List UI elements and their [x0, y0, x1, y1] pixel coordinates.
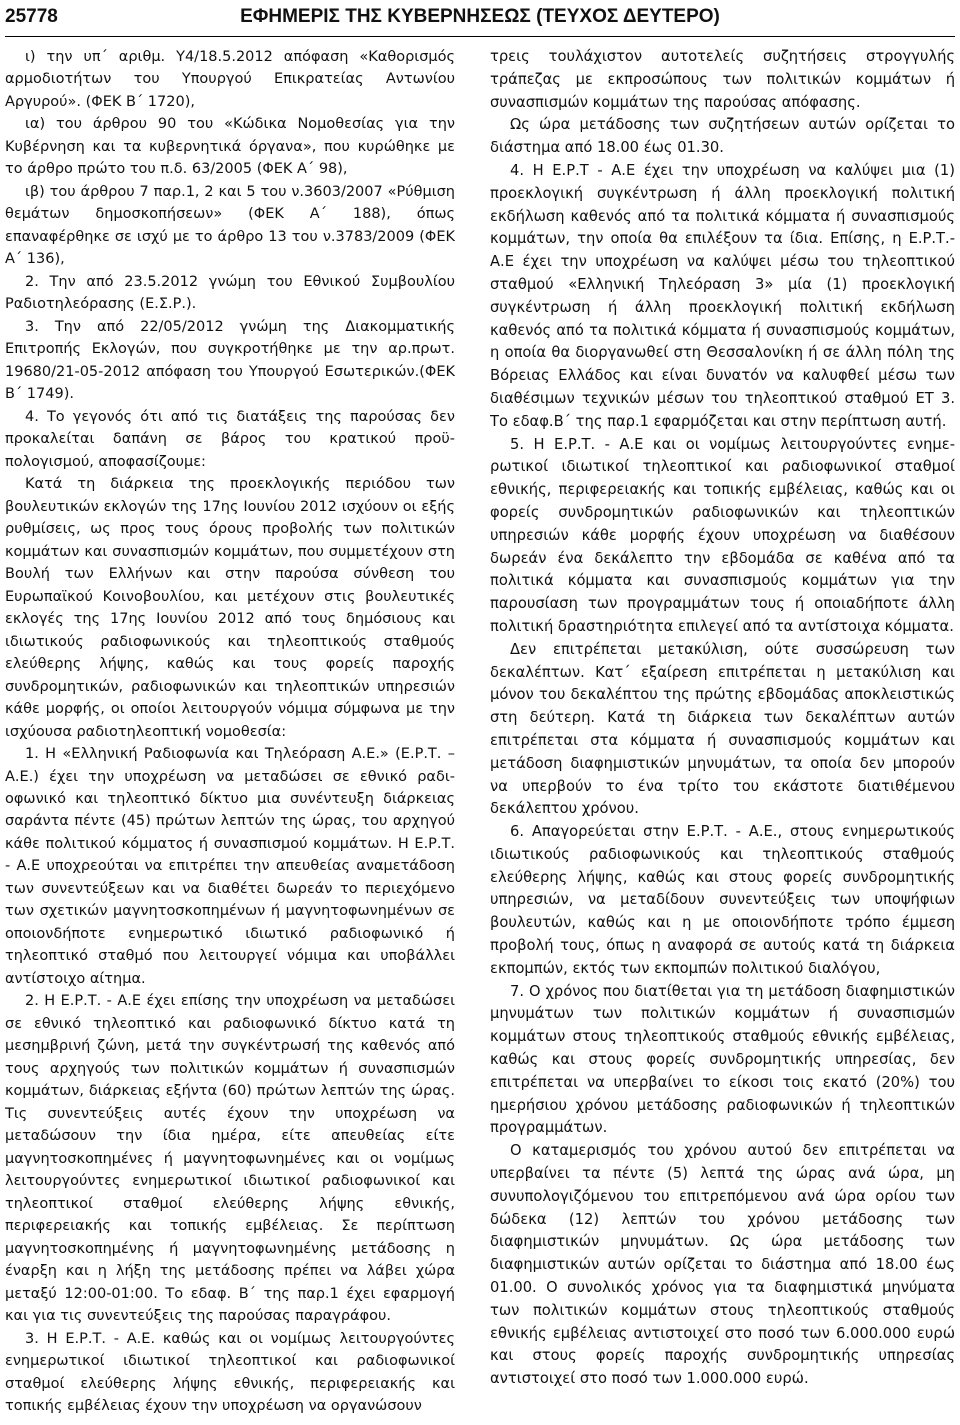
- right-column: [490, 46, 955, 1421]
- paragraph: Κατά τη διάρκεια της προεκλογικής περιόδου των βουλευτικών εκλογών της 17ης Ιουνίου 2012 ισχύουν οι εξής ρυθμίσεις, ως προς τους όρους προβολής των πολιτικών κομμάτων και συνασπισμών κομμάτων, που συμμετέχουν στη Βουλή των Ελλήνων και στην παρούσα σύνθεση του Ευρωπαϊκού Κοινοβουλίου, και μετέχουν στις βουλευτικές εκλογές της 17ης Ιουνίου 2012 από τους δημόσιους και ιδιωτικούς ραδιοφωνικούς και τηλεοπτικούς σταθμούς ελεύθερης λήψης, καθώς και τους φορείς παροχής συνδρομητικών, ραδιοφωνικών και τηλεοπτικών υπηρεσιών κάθε μορφής, οι οποίοι λειτουργούν νόμιμα σύμφωνα με την ισχύουσα ραδιοτηλεοπτική νομοθεσία:: [5, 476, 455, 740]
- paragraph: 3. Η Ε.Ρ.Τ. - Α.Ε. καθώς και οι νομίμως λειτουργούντες ενημερωτικοί ιδιωτικοί τηλεοπτικοί και ραδιοφωνικοί σταθμοί ελεύθερης λήψης εθνικής, περιφερειακής και τοπικής εμβέλειας έχουν την υποχρέωση να οργανώσουν: [5, 1330, 455, 1415]
- paragraph: Δεν επιτρέπεται μετακύλιση, ούτε συσσώρευση των δεκαλέπτων. Κατ΄ εξαίρεση επιτρέπεται η μετακύλιση και μόνον του δεκαλέπτου της πρώτης εβδομάδας αποκλειστικώς στη δεύτερη. Κατά τη διάρκεια των δεκαλέπτων αυτών επιτρέπεται στα κόμματα ή συνασπισμούς κομμάτων και μετάδοση διαφημιστικών μηνυμάτων, τα οποία δεν μπορούν να υπερβούν το ένα τρίτο του εκάστοτε διατιθέμενου δεκάλεπτου χρόνου.: [490, 640, 955, 818]
- paragraph: Ο καταμερισμός του χρόνου αυτού δεν επιτρέπεται να υπερβαίνει τα πέντε (5) λεπτά της ώρας ανά ώρα, μη συνυπολογιζόμενου του επιτρεπόμενου ανά ώρα ορίου των δώδεκα (12) λεπτών του χρόνου μετάδοσης των διαφημιστικών μηνυμάτων. Ως ώρα μετάδοσης των διαφημιστικών αυτών ορίζεται το διάστημα από 18.00 έως 01.00. Ο συνολικός χρόνος για τα διαφημιστικά μηνύματα των πολιτικών κομμάτων στους τηλεοπτικούς σταθμούς εθνικής εμβέλειας αντιστοιχεί στο ποσό των 6.000.000 ευρώ και στους φορείς παροχής συνδρομητικής υπηρεσίας αντιστοιχεί στο ποσό των 1.000.000 ευρώ.: [490, 1142, 955, 1388]
- paragraph: 2. Την από 23.5.2012 γνώμη του Εθνικού Συμβουλίου Ραδιοτηλεόρασης (Ε.Σ.Ρ.).: [5, 273, 455, 313]
- paragraph: 4. Το γεγονός ότι από τις διατάξεις της παρούσας δεν προκαλείται δαπάνη σε βάρος του κρατικού προϋπολογισμού, αποφασίζουμε:: [5, 408, 455, 470]
- paragraph: 1. Η «Ελληνική Ραδιοφωνία και Τηλεόραση Α.Ε.» (Ε.Ρ.Τ. – Α.Ε.) έχει την υποχρέωση να μεταδώσει σε εθνικό ραδιοφωνικό και τηλεοπτικό δίκτυο μια συνέντευξη διάρκειας σαράντα πέντε (45) πρώτων λεπτών της ώρας, του αρχηγού κάθε πολιτικού κόμματος ή συνασπισμού κομμάτων. Η Ε.Ρ.Τ. - Α.Ε υποχρεούται να επιτρέπει την απευθείας αναμετάδοση των συνεντεύξεων και να διαθέτει δωρεάν το περιεχόμενο των σχετικών μαγνητοσκοπημένων ή μαγνητοφωνημένων σε οποιονδήποτε ενημερωτικό ιδιωτικό ραδιοφωνικό ή τηλεοπτικό σταθμό που λειτουργεί νόμιμα και υποβάλλει αντίστοιχο αίτημα.: [5, 746, 455, 987]
- left-column: [5, 46, 455, 1421]
- paragraph: 4. Η Ε.Ρ.Τ - Α.Ε έχει την υποχρέωση να καλύψει μια (1) προεκλογική συγκέντρωση ή άλλη προεκλογική πολιτική εκδήλωση καθενός από τα πολιτικά κόμματα ή συνασπισμούς κομμάτων, την οποία θα επιλέξουν τα ίδια. Επίσης, η Ε.Ρ.Τ.- Α.Ε έχει την υποχρέωση να καλύψει μέσω του τηλεοπτικού σταθμού «Ελληνική Τηλεόραση 3» μία (1) προεκλογική συγκέντρωση ή άλλη προεκλογική πολιτική εκδήλωση καθενός από τα πολιτικά κόμματα ή συνασπισμούς κομμάτων, η οποία θα διοργανωθεί στη Θεσσαλονίκη ή σε άλλη πόλη της Βόρειας Ελλάδος και είναι δυνατόν να καλυφθεί μέσω των διαθέσιμων τεχνικών μέσων του τηλεοπτικού σταθμού ΕΤ 3. Το εδαφ.Β΄ της παρ.1 εφαρμόζεται και στην περίπτωση αυτή.: [490, 161, 955, 430]
- paragraph: 6. Απαγορεύεται στην Ε.Ρ.Τ. - Α.Ε., στους ενημερωτικούς ιδιωτικούς ραδιοφωνικούς και τηλεοπτικούς σταθμούς ελεύθερης λήψης, καθώς και στους φορείς συνδρομητικής υπηρεσιών, να μεταδίδουν συνεντεύξεις των υποψήφιων βουλευτών, καθώς και η με οποιονδήποτε τρόπο έμμεση προβολή τους, όπως η αναφορά σε αυτούς κατά τη διάρκεια εκπομπών, εκτός των εκπομπών πολιτικού διαλόγου,: [490, 823, 955, 977]
- paragraph: ια) του άρθρου 90 του «Κώδικα Νομοθεσίας για την Κυβέρνηση και τα κυβερνητικά όργανα», που κυρώθηκε με το άρθρο πρώτο του π.δ. 63/2005 (ΦΕΚ Α΄ 98),: [5, 116, 455, 178]
- page-number: 25778: [5, 6, 58, 27]
- journal-title: ΕΦΗΜΕΡΙΣ ΤΗΣ ΚΥΒΕΡΝΗΣΕΩΣ (ΤΕΥΧΟΣ ΔΕΥΤΕΡΟ): [240, 6, 720, 27]
- paragraph: 3. Την από 22/05/2012 γνώμη της Διακομματικής Επιτροπής Εκλογών, που συγκροτήθηκε με την αρ.πρωτ. 19680/21-05-2012 απόφαση του Υπουργού Εσωτερικών.(ΦΕΚ Β΄ 1749).: [5, 318, 455, 403]
- paragraph: 5. Η Ε.Ρ.Τ. - Α.Ε και οι νομίμως λειτουργούντες ενημερωτικοί ιδιωτικοί τηλεοπτικοί και ραδιοφωνικοί σταθμοί εθνικής, περιφερειακής και τοπικής εμβέλειας, καθώς και οι φορείς συνδρομητικών ραδιοφωνικών και τηλεοπτικών υπηρεσιών κάθε μορφής έχουν υποχρέωση να διαθέσουν δωρεάν ένα δεκάλεπτο την εβδομάδα σε καθένα από τα πολιτικά κόμματα και συνασπισμούς κομμάτων για την παρουσίαση των προγραμμάτων τους ή οποιαδήποτε άλλη πολιτική δραστηριότητα επιλεγεί από τα αντίστοιχα κόμματα.: [490, 435, 955, 635]
- paragraph: 7. Ο χρόνος που διατίθεται για τη μετάδοση διαφημιστικών μηνυμάτων των πολιτικών κομμάτων ή συνασπισμών κομμάτων στους τηλεοπτικούς σταθμούς εθνικής εμβέλειας, καθώς και στους φορείς συνδρομητικής υπηρεσίας, δεν επιτρέπεται να υπερβαίνει το είκοσι τοις εκατό (20%) του ημερήσιου χρόνου μετάδοσης ραδιοφωνικών ή τηλεοπτικών προγραμμάτων.: [490, 982, 955, 1137]
- paragraph: Ως ώρα μετάδοσης των συζητήσεων αυτών ορίζεται το διάστημα από 18.00 έως 01.30.: [490, 116, 955, 157]
- page-header: [5, 4, 955, 32]
- paragraph: ι) την υπ΄ αριθμ. Υ4/18.5.2012 απόφαση «Καθορισμός αρμοδιοτήτων του Υπουργού Επικρατείας Αντωνίου Αργυρού». (ΦΕΚ Β΄ 1720),: [5, 49, 455, 110]
- paragraph: ιβ) του άρθρου 7 παρ.1, 2 και 5 του ν.3603/2007 «Ρύθμιση θεμάτων δημοσκοπήσεων» (ΦΕΚ Α΄ 188), όπως επαναφέρθηκε σε ισχύ με το άρθρο 13 του ν.3783/2009 (ΦΕΚ Α΄ 136),: [5, 183, 455, 268]
- paragraph: τρεις τουλάχιστον αυτοτελείς συζητήσεις στρογγυλής τράπεζας με εκπροσώπους των πολιτικών κομμάτων ή συνασπισμών κομμάτων της παρούσας απόφασης.: [490, 48, 955, 111]
- paragraph: 2. Η Ε.Ρ.Τ. - Α.Ε έχει επίσης την υποχρέωση να μεταδώσει σε εθνικό τηλεοπτικό και ραδιοφωνικό δίκτυο κατά τη μεσημβρινή ζώνη, μετά την συγκέντρωσή της καθενός από τους αρχηγούς των πολιτικών κομμάτων ή συνασπισμών κομμάτων, διάρκειας εξήντα (60) πρώτων λεπτών της ώρας. Τις συνεντεύξεις αυτές έχουν την υποχρέωση να μεταδώσουν την ίδια ημέρα, είτε απευθείας είτε μαγνητοσκοπημένες ή μαγνητοφωνημένες και οι νομίμως λειτουργούντες ενημερωτικοί ιδιωτικοί ραδιοφωνικοί και τηλεοπτικοί σταθμοί ελεύθερης λήψης εθνικής, περιφερειακής και τοπικής εμβέλειας. Σε περίπτωση μαγνητοσκοπημένης ή μαγνητοφωνημένης μετάδοσης η έναρξη και η λήξη της μετάδοσης πρέπει να λάβει χώρα μεταξύ 12:00-01:00. Το εδαφ. Β΄ της παρ.1 έχει εφαρμογή και για τις συνεντεύξεις της παρούσας παραγράφου.: [5, 993, 455, 1325]
- header-rule: [5, 36, 955, 37]
